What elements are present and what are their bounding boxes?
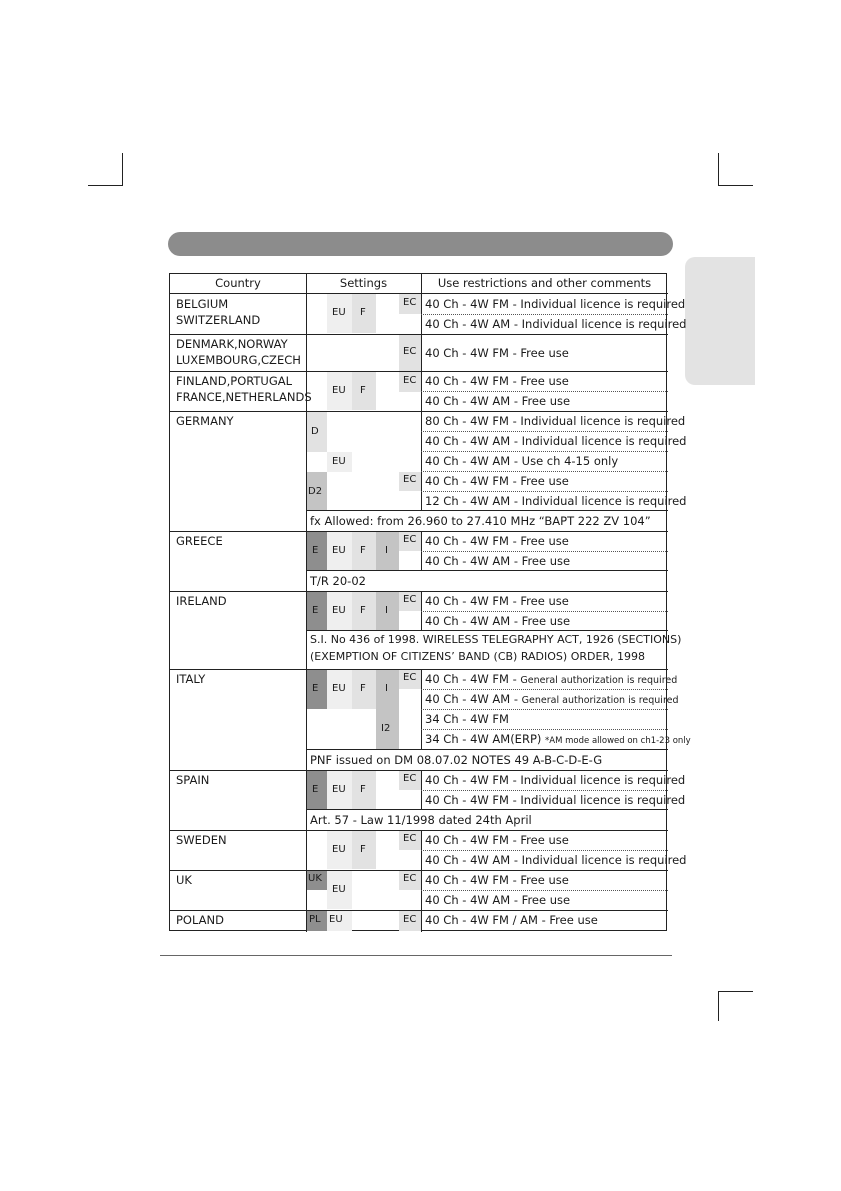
country-name: FRANCE,NETHERLANDS (176, 390, 312, 404)
comment-text: 40 Ch - 4W AM - Individual licence is required (425, 434, 687, 448)
country-name: BELGIUM (176, 297, 229, 311)
comment-text (425, 692, 679, 708)
country-name: FINLAND,PORTUGAL (176, 374, 293, 388)
section-header-bar (168, 232, 673, 256)
setting-uk: UK (306, 871, 327, 890)
row-divider (170, 910, 668, 911)
note-text: T/R 20-02 (310, 574, 366, 588)
comment-main: 40 Ch - 4W FM - (425, 672, 521, 686)
subrow-divider (421, 314, 668, 315)
comment-text: 40 Ch - 4W FM - Free use (425, 594, 569, 608)
setting-eu: EU (327, 532, 352, 570)
note-text: (EXEMPTION OF CITIZENS’ BAND (CB) RADIOS) ORDER, 1998 (310, 650, 646, 663)
comment-main: 40 Ch - 4W AM - (425, 692, 522, 706)
comment-text (425, 732, 691, 748)
subrow-divider (421, 890, 668, 891)
country-name: SPAIN (176, 773, 210, 787)
comment-small: *AM mode allowed on ch1-23 only (545, 736, 691, 746)
header-comments: Use restrictions and other comments (437, 276, 652, 290)
country-name: IRELAND (176, 594, 227, 608)
row-divider (170, 531, 668, 532)
row-divider (306, 630, 668, 631)
setting-i: I (376, 670, 399, 709)
setting-i: I (376, 532, 399, 570)
note-text: Art. 57 - Law 11/1998 dated 24th April (310, 813, 532, 827)
setting-d2: D2 (306, 472, 327, 510)
note-text: fx Allowed: from 26.960 to 27.410 MHz “BAPT 222 ZV 104” (310, 514, 651, 528)
header-settings: Settings (339, 276, 388, 290)
comment-text: 80 Ch - 4W FM - Individual licence is required (425, 414, 686, 428)
crop-mark (122, 153, 123, 185)
row-divider (170, 770, 668, 771)
comment-text: 40 Ch - 4W FM - Free use (425, 474, 569, 488)
setting-f: F (352, 592, 376, 630)
crop-mark (718, 153, 719, 185)
comment-text: 40 Ch - 4W FM - Free use (425, 833, 569, 847)
setting-ec: EC (399, 472, 421, 491)
subrow-divider (421, 689, 668, 690)
setting-ec: EC (399, 532, 421, 551)
setting-e: E (306, 670, 327, 709)
setting-f: F (352, 372, 376, 410)
country-name: GREECE (176, 534, 223, 548)
setting-pl: PL (306, 911, 327, 931)
comment-main: 34 Ch - 4W AM(ERP) (425, 732, 546, 746)
setting-eu: EU (327, 831, 352, 869)
crop-mark (718, 991, 719, 1021)
row-divider (170, 830, 668, 831)
setting-i: I (376, 592, 399, 630)
setting-ec: EC (399, 670, 421, 689)
row-divider (170, 669, 668, 670)
comment-text: 40 Ch - 4W FM - Free use (425, 374, 569, 388)
row-divider (170, 293, 668, 294)
comment-text: 40 Ch - 4W AM - Free use (425, 893, 571, 907)
setting-ec: EC (399, 771, 421, 790)
subrow-divider (421, 611, 668, 612)
subrow-divider (421, 391, 668, 392)
comment-text: 40 Ch - 4W FM - Individual licence is required (425, 793, 686, 807)
setting-ec: EC (399, 871, 421, 890)
setting-ec: EC (399, 372, 421, 392)
footer-rule (160, 955, 672, 956)
setting-ec: EC (399, 911, 421, 931)
comment-text: 40 Ch - 4W FM - Free use (425, 873, 569, 887)
subrow-divider (421, 551, 668, 552)
setting-f: F (352, 771, 376, 809)
col-divider (306, 274, 307, 932)
crop-mark (88, 185, 123, 186)
setting-ec: EC (399, 335, 421, 371)
row-divider (170, 371, 668, 372)
row-divider (306, 809, 668, 810)
comment-text: 40 Ch - 4W AM - Free use (425, 394, 571, 408)
setting-eu: EU (327, 911, 352, 931)
setting-f: F (352, 831, 376, 869)
row-divider (170, 591, 668, 592)
row-divider (306, 510, 668, 511)
setting-eu: EU (327, 294, 352, 333)
row-divider (170, 334, 668, 335)
comment-text: 34 Ch - 4W FM (425, 712, 509, 726)
setting-f: F (352, 294, 376, 333)
comment-text: 12 Ch - 4W AM - Individual licence is required (425, 494, 687, 508)
setting-ec: EC (399, 592, 421, 611)
setting-eu: EU (327, 670, 352, 709)
setting-e: E (306, 532, 327, 570)
crop-mark (718, 991, 753, 992)
row-divider (306, 570, 668, 571)
setting-eu: EU (327, 771, 352, 809)
comment-text: 40 Ch - 4W FM / AM - Free use (425, 913, 598, 927)
setting-ec: EC (399, 831, 421, 850)
crop-mark (718, 185, 753, 186)
comment-text: 40 Ch - 4W AM - Free use (425, 614, 571, 628)
country-name: ITALY (176, 672, 206, 686)
col-divider (421, 274, 422, 510)
country-name: POLAND (176, 913, 224, 927)
country-name: GERMANY (176, 414, 234, 428)
subrow-divider (421, 790, 668, 791)
note-text: S.I. No 436 of 1998. WIRELESS TELEGRAPHY ACT, 1926 (SECTIONS) (310, 633, 682, 646)
side-tab (685, 257, 755, 385)
comment-text: 40 Ch - 4W FM - Individual licence is required (425, 773, 686, 787)
subrow-divider (421, 451, 668, 452)
comment-text: 40 Ch - 4W AM - Individual licence is required (425, 853, 687, 867)
comment-text: 40 Ch - 4W FM - Free use (425, 534, 569, 548)
subrow-divider (421, 431, 668, 432)
col-divider (421, 830, 422, 932)
note-text: PNF issued on DM 08.07.02 NOTES 49 A-B-C-D-E-G (310, 753, 603, 767)
comment-small: General authorization is required (520, 675, 678, 686)
comment-text: 40 Ch - 4W AM - Individual licence is required (425, 317, 687, 331)
subrow-divider (421, 709, 668, 710)
comment-text (425, 672, 677, 688)
setting-f: F (352, 532, 376, 570)
setting-i2: I2 (376, 709, 399, 749)
row-divider (306, 749, 668, 750)
comment-text: 40 Ch - 4W AM - Use ch 4-15 only (425, 454, 619, 468)
country-name: SWITZERLAND (176, 313, 261, 327)
setting-eu: EU (327, 592, 352, 630)
comment-small: General authorization is required (521, 695, 679, 706)
country-name: DENMARK,NORWAY (176, 337, 288, 351)
setting-eu: EU (327, 372, 352, 410)
comment-text: 40 Ch - 4W FM - Free use (425, 346, 569, 360)
setting-eu: EU (327, 871, 352, 909)
subrow-divider (421, 729, 668, 730)
comment-text: 40 Ch - 4W FM - Individual licence is required (425, 297, 686, 311)
setting-eu: EU (327, 452, 352, 472)
regulations-table (169, 273, 691, 931)
setting-d: D (306, 412, 327, 452)
setting-f: F (352, 670, 376, 709)
subrow-divider (421, 850, 668, 851)
subrow-divider (421, 491, 668, 492)
header-country: Country (215, 276, 261, 290)
country-name: LUXEMBOURG,CZECH (176, 353, 301, 367)
subrow-divider (421, 471, 668, 472)
row-divider (170, 870, 668, 871)
row-divider (170, 411, 668, 412)
country-name: SWEDEN (176, 833, 227, 847)
comment-text: 40 Ch - 4W AM - Free use (425, 554, 571, 568)
setting-e: E (306, 592, 327, 630)
country-name: UK (176, 873, 192, 887)
setting-e: E (306, 771, 327, 809)
setting-ec: EC (399, 294, 421, 314)
